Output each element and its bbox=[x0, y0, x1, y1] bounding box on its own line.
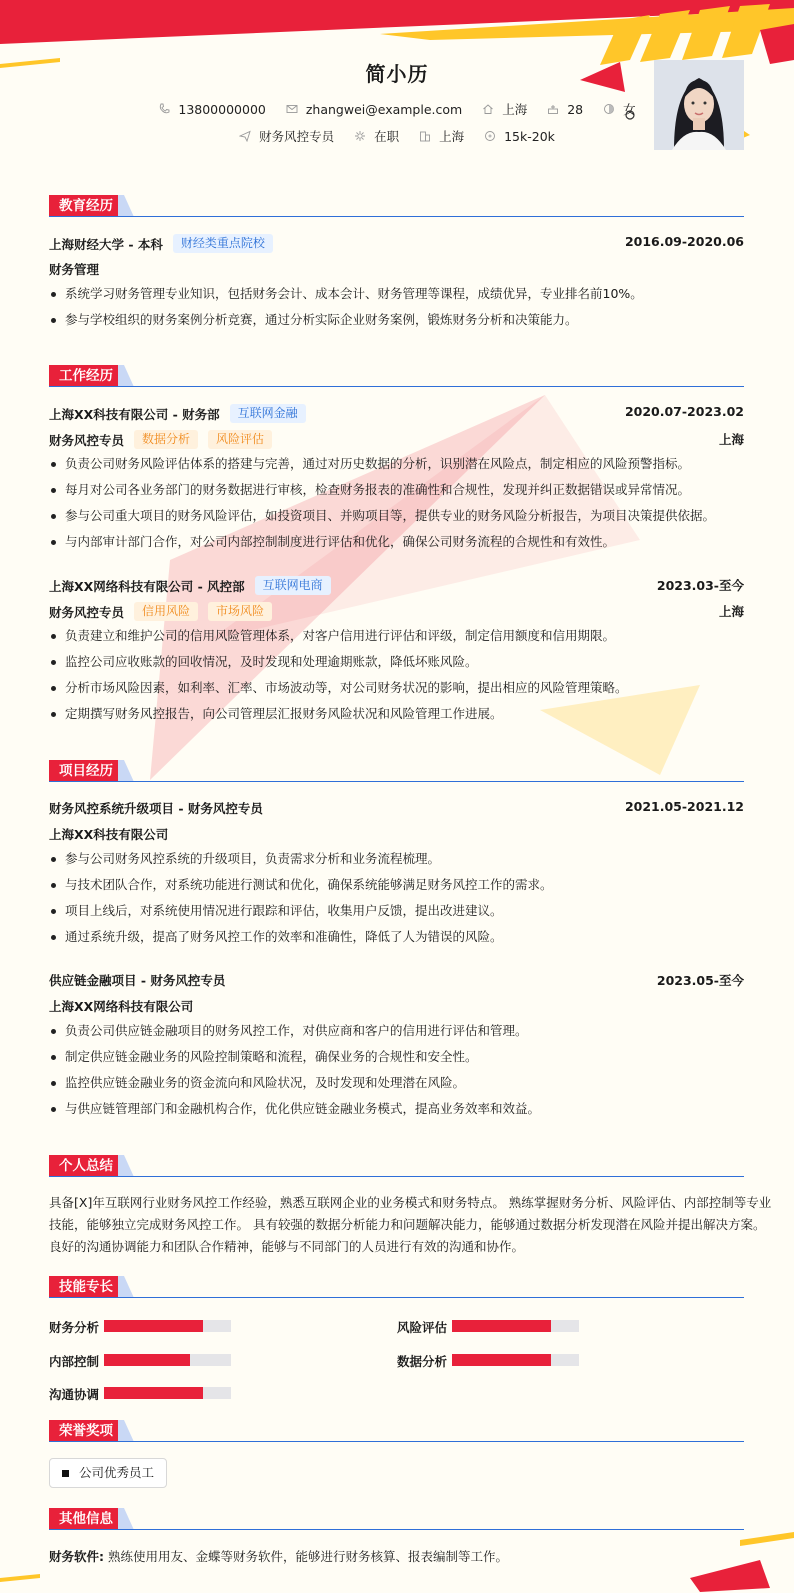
project-bullets bbox=[49, 846, 744, 950]
phone-icon bbox=[158, 103, 170, 115]
major: 财务管理 bbox=[49, 262, 100, 277]
contact-phone: 13800000000 bbox=[158, 102, 265, 117]
list-item: 负责公司供应链金融项目的财务风控工作，对供应商和客户的信用进行评估和管理。 bbox=[49, 1018, 744, 1044]
section-title-work: 工作经历 bbox=[49, 365, 744, 389]
skill-bar-fill bbox=[104, 1387, 203, 1399]
project-bullets bbox=[49, 1018, 744, 1122]
project-header-row bbox=[49, 794, 744, 820]
intent-salary: 15k-20k bbox=[484, 129, 555, 144]
section-divider bbox=[49, 1176, 744, 1177]
section-title-education: 教育经历 bbox=[49, 195, 744, 219]
skill-bar-fill bbox=[104, 1320, 203, 1332]
list-item: 参与学校组织的财务案例分析竞赛，通过分析实际企业财务案例，锻炼财务分析和决策能力。 bbox=[49, 307, 744, 333]
avatar bbox=[654, 60, 744, 150]
skill-tag: 市场风险 bbox=[208, 602, 272, 621]
contact-email: zhangwei@example.com bbox=[286, 102, 462, 117]
title-tail-decoration bbox=[118, 1155, 134, 1177]
job-header-row bbox=[49, 399, 744, 425]
list-item: 项目上线后，对系统使用情况进行跟踪和评估，收集用户反馈，提出改进建议。 bbox=[49, 898, 744, 924]
salary-icon bbox=[484, 130, 496, 142]
job-role-row bbox=[49, 597, 744, 623]
job-city: 上海 bbox=[718, 604, 744, 619]
industry-tag: 互联网金融 bbox=[230, 404, 306, 423]
section-divider bbox=[49, 1297, 744, 1298]
contact-age: 28 bbox=[547, 102, 583, 117]
job-header-row bbox=[49, 571, 744, 597]
intent-city: 上海 bbox=[419, 127, 464, 145]
project-company-row bbox=[49, 820, 744, 846]
list-item: 监控公司应收账款的回收情况，及时发现和处理逾期账款，降低坏账风险。 bbox=[49, 649, 744, 675]
list-item: 参与公司财务风控系统的升级项目，负责需求分析和业务流程梳理。 bbox=[49, 846, 744, 872]
job-bullets bbox=[49, 451, 744, 555]
education-major-row bbox=[49, 255, 744, 281]
skill-bar bbox=[104, 1354, 231, 1366]
other-info bbox=[49, 1546, 744, 1568]
skill-tag: 信用风险 bbox=[134, 602, 198, 621]
education-bullets bbox=[49, 281, 744, 333]
send-icon bbox=[239, 130, 251, 142]
job-bullets bbox=[49, 623, 744, 727]
section-title-projects: 项目经历 bbox=[49, 760, 744, 784]
title-tail-decoration bbox=[118, 195, 134, 217]
list-item: 监控供应链金融业务的资金流向和风险状况，及时发现和处理潜在风险。 bbox=[49, 1070, 744, 1096]
industry-tag: 互联网电商 bbox=[255, 576, 331, 595]
contact-gender: 女 bbox=[603, 100, 636, 118]
skill-tag: 数据分析 bbox=[134, 430, 198, 449]
list-item: 与技术团队合作，对系统功能进行测试和优化，确保系统能够满足财务风控工作的需求。 bbox=[49, 872, 744, 898]
list-item: 与供应链管理部门和金融机构合作，优化供应链金融业务模式，提高业务效率和效益。 bbox=[49, 1096, 744, 1122]
other-section bbox=[49, 1508, 744, 1568]
skill-bar bbox=[452, 1354, 579, 1366]
skill-bar-fill bbox=[452, 1320, 551, 1332]
avatar-photo bbox=[654, 60, 744, 150]
projects-section bbox=[49, 760, 744, 1122]
section-divider bbox=[49, 1529, 744, 1530]
skill-name: 财务分析 bbox=[49, 1320, 100, 1335]
contact-home: 上海 bbox=[482, 100, 527, 118]
job-period: 2023.03-至今 bbox=[656, 578, 744, 593]
resume-header bbox=[0, 0, 794, 185]
title-tail-decoration bbox=[118, 365, 134, 387]
skill-bar bbox=[104, 1387, 231, 1399]
project-company: 上海XX网络科技有限公司 bbox=[49, 999, 194, 1014]
section-divider bbox=[49, 781, 744, 782]
project-company-row bbox=[49, 992, 744, 1018]
section-title-awards: 荣誉奖项 bbox=[49, 1420, 744, 1444]
project-header-row bbox=[49, 966, 744, 992]
section-title-skills: 技能专长 bbox=[49, 1276, 744, 1300]
skill-bar bbox=[452, 1320, 579, 1332]
section-title-summary: 个人总结 bbox=[49, 1155, 744, 1179]
job-role: 财务风控专员 bbox=[49, 604, 125, 620]
project-period: 2021.05-2021.12 bbox=[624, 799, 744, 814]
education-section bbox=[49, 195, 744, 333]
list-item: 每月对公司各业务部门的财务数据进行审核，检查财务报表的准确性和合规性，发现并纠正数据错误或异常情况。 bbox=[49, 477, 744, 503]
summary-section bbox=[49, 1155, 772, 1258]
project-period: 2023.05-至今 bbox=[656, 973, 744, 988]
list-item: 负责公司财务风险评估体系的搭建与完善，通过对历史数据的分析，识别潜在风险点，制定相应的风险预警指标。 bbox=[49, 451, 744, 477]
project-company: 上海XX科技有限公司 bbox=[49, 827, 169, 842]
project-name: 供应链金融项目 - 财务风控专员 bbox=[49, 973, 226, 988]
list-item: 参与公司重大项目的财务风险评估，如投资项目、并购项目等，提供专业的财务风险分析报告，为项目决策提供依据。 bbox=[49, 503, 744, 529]
status-icon bbox=[354, 130, 366, 142]
skill-bar-fill bbox=[452, 1354, 551, 1366]
skills-section bbox=[49, 1276, 744, 1416]
list-item: 制定供应链金融业务的风险控制策略和流程，确保业务的合规性和安全性。 bbox=[49, 1044, 744, 1070]
gender-icon bbox=[603, 103, 615, 115]
education-period: 2016.09-2020.06 bbox=[624, 234, 744, 249]
title-tail-decoration bbox=[118, 1420, 134, 1442]
company-name: 上海XX科技有限公司 - 财务部 bbox=[49, 406, 220, 422]
intent-status: 在职 bbox=[354, 127, 399, 145]
title-tail-decoration bbox=[118, 1508, 134, 1530]
section-divider bbox=[49, 1441, 744, 1442]
square-bullet-icon bbox=[62, 1470, 69, 1477]
home-icon bbox=[482, 103, 494, 115]
mail-icon bbox=[286, 103, 298, 115]
work-section bbox=[49, 365, 744, 727]
education-header-row bbox=[49, 229, 744, 255]
skill-bar-fill bbox=[104, 1354, 190, 1366]
job-role: 财务风控专员 bbox=[49, 432, 125, 448]
skill-name: 沟通协调 bbox=[49, 1387, 100, 1402]
list-item: 通过系统升级，提高了财务风控工作的效率和准确性，降低了人为错误的风险。 bbox=[49, 924, 744, 950]
section-divider bbox=[49, 216, 744, 217]
job-city: 上海 bbox=[718, 432, 744, 447]
list-item: 负责建立和维护公司的信用风险管理体系，对客户信用进行评估和评级，制定信用额度和信用期限。 bbox=[49, 623, 744, 649]
skill-name: 内部控制 bbox=[49, 1354, 100, 1369]
project-name: 财务风控系统升级项目 - 财务风控专员 bbox=[49, 801, 263, 816]
skill-name: 数据分析 bbox=[397, 1354, 448, 1369]
skill-tag: 风险评估 bbox=[208, 430, 272, 449]
section-title-other: 其他信息 bbox=[49, 1508, 744, 1532]
job-role-row bbox=[49, 425, 744, 451]
list-item: 与内部审计部门合作，对公司内部控制制度进行评估和优化，确保公司财务流程的合规性和有效性。 bbox=[49, 529, 744, 555]
school-name: 上海财经大学 - 本科 bbox=[49, 236, 163, 252]
awards-section bbox=[49, 1420, 744, 1500]
award-badge: 公司优秀员工 bbox=[49, 1458, 167, 1488]
list-item: 分析市场风险因素，如利率、汇率、市场波动等，对公司财务状况的影响，提出相应的风险管理策略。 bbox=[49, 675, 744, 701]
title-tail-decoration bbox=[118, 760, 134, 782]
job-period: 2020.07-2023.02 bbox=[624, 404, 744, 419]
school-tag: 财经类重点院校 bbox=[173, 234, 273, 253]
company-name: 上海XX网络科技有限公司 - 风控部 bbox=[49, 578, 245, 594]
skill-bar bbox=[104, 1320, 231, 1332]
other-text: 熟练使用用友、金蝶等财务软件，能够进行财务核算、报表编制等工作。 bbox=[107, 1549, 508, 1564]
resume-name: 简小历 bbox=[365, 62, 429, 86]
summary-text: 具备[X]年互联网行业财务风控工作经验，熟悉互联网企业的业务模式和财务特点。 熟练掌握财务分析、风险评估、内部控制等专业 技能，能够独立完成财务风控工作。 具有较强的数据分析能力和问题解决能力，能够通过数据分析发现潜在风险并提出解决方案。 良好的沟通协调能力和团队合作精神，能够与不同部门的人员进行有效的沟通和协作。 bbox=[49, 1195, 772, 1254]
section-divider bbox=[49, 386, 744, 387]
list-item: 定期撰写财务风控报告，向公司管理层汇报财务风险状况和风险管理工作进展。 bbox=[49, 701, 744, 727]
age-icon bbox=[547, 103, 559, 115]
title-tail-decoration bbox=[118, 1276, 134, 1298]
city-icon bbox=[419, 130, 431, 142]
skill-name: 风险评估 bbox=[397, 1320, 448, 1335]
other-label: 财务软件: bbox=[49, 1549, 104, 1564]
intent-position: 财务风控专员 bbox=[239, 127, 334, 145]
list-item: 系统学习财务管理专业知识，包括财务会计、成本会计、财务管理等课程，成绩优异，专业排名前10%。 bbox=[49, 281, 744, 307]
